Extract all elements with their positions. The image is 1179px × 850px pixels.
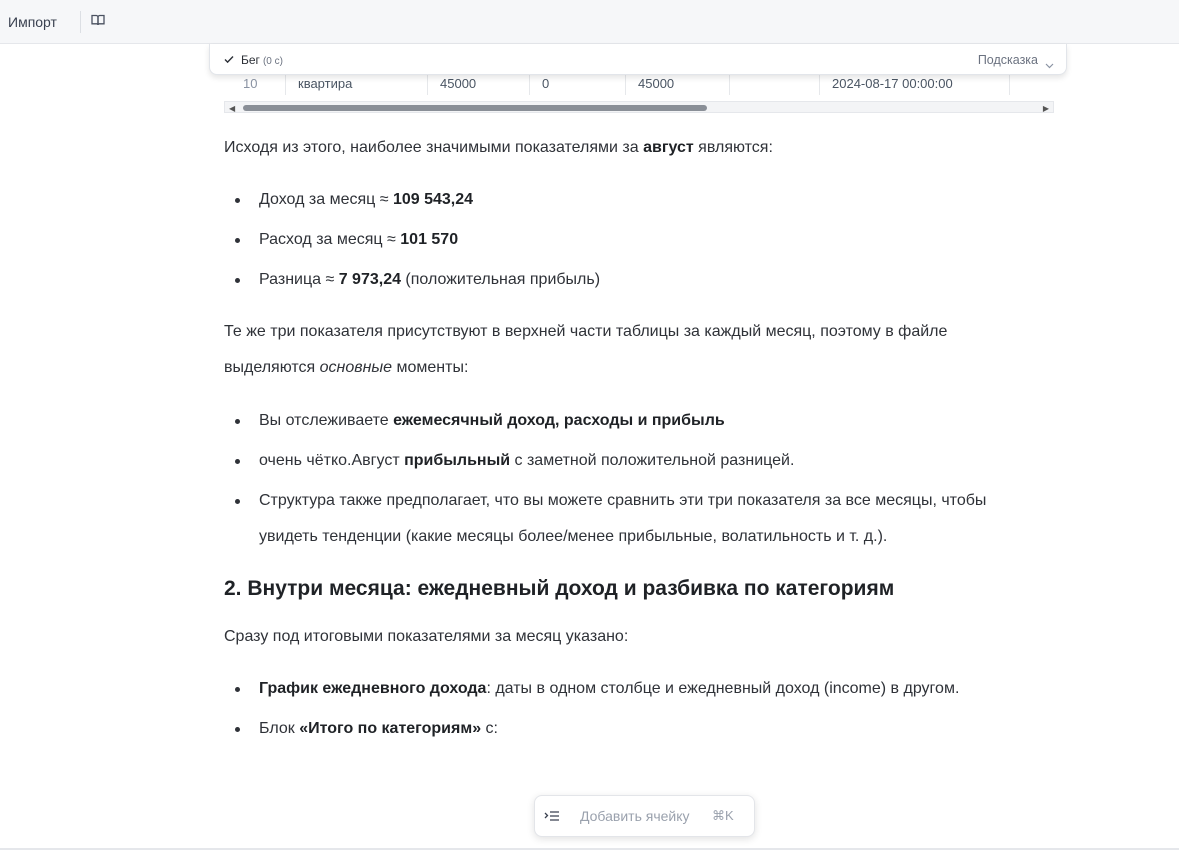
list-item: Расход за месяц ≈ 101 570: [224, 222, 1034, 258]
add-cell-button[interactable]: [534, 795, 755, 837]
list-item: Доход за месяц ≈ 109 543,24: [224, 182, 1034, 218]
book-icon[interactable]: [91, 13, 105, 32]
scroll-right-icon[interactable]: ▶: [1042, 104, 1049, 113]
add-cell-icon: [544, 809, 560, 828]
horizontal-scrollbar[interactable]: [224, 101, 1054, 113]
table-row: [224, 73, 1054, 95]
table-cell: [730, 73, 820, 95]
run-label: Бег: [241, 53, 260, 67]
run-time: (0 с): [262, 56, 283, 67]
top-toolbar: [0, 0, 1179, 44]
paragraph: Те же три показателя присутствуют в верхней части таблицы за каждый месяц, поэтому в файле выделяются основные моменты:: [224, 323, 948, 376]
list-item: Блок «Итого по категориям» с:: [224, 711, 1034, 747]
run-status-bar: [209, 44, 1067, 75]
paragraph: Сразу под итоговыми показателями за месяц указано:: [224, 628, 629, 645]
list-item: Вы отслеживаете ежемесячный доход, расходы и прибыль: [224, 403, 1034, 439]
check-icon: [223, 52, 235, 70]
hint-dropdown[interactable]: Подсказка: [977, 53, 1038, 67]
scrollbar-thumb[interactable]: [243, 105, 707, 111]
section-heading: 2. Внутри месяца: ежедневный доход и разбивка по категориям: [224, 577, 895, 600]
table-cell: 2024-08-17 00:00:00: [820, 73, 1010, 95]
list-item: очень чётко.Август прибыльный с заметной положительной разницей.: [224, 443, 1034, 479]
data-table: [224, 73, 1054, 117]
paragraph: Исходя из этого, наиболее значимыми показателями за август являются:: [224, 139, 773, 156]
list-item: График ежедневного дохода: даты в одном столбце и ежедневный доход (income) в другом.: [224, 671, 1034, 707]
list-item: Разница ≈ 7 973,24 (положительная прибыль): [224, 262, 1034, 298]
list-item: Структура также предполагает, что вы можете сравнить эти три показателя за все месяцы, чтобы увидеть тенденции (какие месяцы более/менее прибыльные, волатильность и т. д.).: [224, 483, 1034, 555]
markdown-content: [224, 130, 1034, 747]
keyboard-shortcut: ⌘K: [712, 808, 734, 823]
details-list: [224, 671, 1034, 747]
summary-list: [224, 182, 1034, 298]
add-cell-label: Добавить ячейку: [580, 808, 690, 824]
table-cell: 45000: [626, 73, 730, 95]
table-cell: 45000: [428, 73, 530, 95]
chevron-down-icon[interactable]: [1045, 56, 1054, 74]
table-cell-index: 10: [224, 73, 286, 95]
table-cell: квартира: [286, 73, 428, 95]
toolbar-divider: [80, 11, 81, 33]
scroll-left-icon[interactable]: ◀: [229, 104, 236, 113]
table-cell: 0: [530, 73, 626, 95]
import-button[interactable]: Импорт: [8, 14, 57, 30]
table-cell: [1010, 73, 1054, 95]
observations-list: [224, 403, 1034, 555]
run-status: [241, 53, 283, 67]
